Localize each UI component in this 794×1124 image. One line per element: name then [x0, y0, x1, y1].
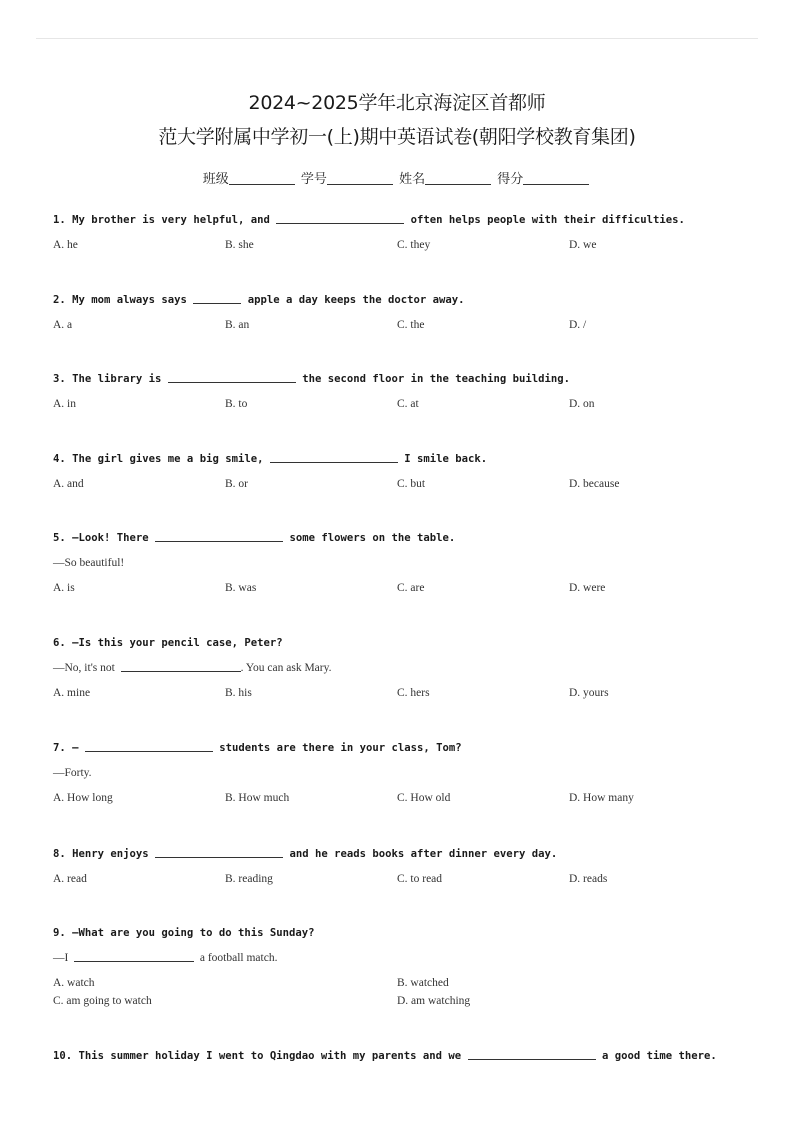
stem-text-after: the second floor in the teaching building.	[295, 373, 571, 385]
stem-text-before: 7. —	[53, 742, 85, 754]
stem-text-after: some flowers on the table.	[283, 532, 456, 544]
dialogue-reply	[53, 950, 764, 966]
question-stem	[53, 292, 764, 308]
stem-text-after: apple a day keeps the doctor away.	[241, 294, 465, 306]
question-stem: 9. —What are you going to do this Sunday?	[53, 927, 315, 939]
option-a[interactable]: A. How long	[53, 792, 113, 804]
question-2	[53, 292, 764, 333]
stem-text-after: and he reads books after dinner every day.	[283, 848, 558, 860]
options-grid	[53, 975, 764, 1011]
option-d[interactable]: D. were	[569, 582, 606, 594]
student-number-label: 学号	[300, 172, 327, 187]
option-c[interactable]: C. hers	[397, 687, 430, 699]
answer-blank[interactable]	[155, 847, 283, 858]
options-row	[53, 580, 764, 596]
question-stem	[53, 846, 764, 862]
option-b[interactable]: B. was	[225, 582, 257, 594]
answer-blank[interactable]	[85, 741, 213, 752]
option-a[interactable]: A. a	[53, 319, 73, 331]
option-a[interactable]: A. in	[53, 398, 76, 410]
stem-text-after: a good time there.	[595, 1050, 717, 1062]
answer-blank[interactable]	[121, 661, 241, 672]
option-c[interactable]: C. the	[397, 319, 425, 331]
exam-title-line-1: 2024~2025学年北京海淀区首都师	[248, 92, 546, 114]
score-blank[interactable]	[523, 172, 589, 185]
question-stem	[53, 212, 764, 228]
question-stem	[53, 530, 764, 546]
option-c[interactable]: C. at	[397, 398, 419, 410]
reply-text-before: —I	[53, 952, 75, 964]
stem-text-before: 4. The girl gives me a big smile,	[53, 453, 270, 465]
options-row	[53, 317, 764, 333]
question-5	[53, 530, 764, 596]
option-c[interactable]: C. How old	[397, 792, 451, 804]
question-stem: 6. —Is this your pencil case, Peter?	[53, 637, 283, 649]
answer-blank[interactable]	[270, 452, 398, 463]
option-c[interactable]: C. to read	[397, 873, 443, 885]
stem-text-after: students are there in your class, Tom?	[212, 742, 462, 754]
option-c[interactable]: C. but	[397, 478, 426, 490]
exam-title-line-2: 范大学附属中学初一(上)期中英语试卷(朝阳学校教育集团)	[158, 126, 636, 148]
answer-blank[interactable]	[168, 372, 296, 383]
stem-text-after: I smile back.	[397, 453, 488, 465]
class-blank[interactable]	[229, 172, 295, 185]
option-b[interactable]: B. to	[225, 398, 248, 410]
answer-blank[interactable]	[468, 1049, 596, 1060]
options-row	[53, 871, 764, 887]
dialogue-reply: —Forty.	[53, 767, 92, 779]
option-d[interactable]: D. because	[569, 478, 620, 490]
option-d[interactable]: D. on	[569, 398, 595, 410]
answer-blank[interactable]	[193, 293, 241, 304]
student-number-blank[interactable]	[327, 172, 393, 185]
option-a[interactable]: A. and	[53, 478, 84, 490]
reply-text-after: a football match.	[194, 952, 278, 964]
option-d[interactable]: D. reads	[569, 873, 608, 885]
student-info-row	[0, 168, 794, 187]
score-label: 得分	[497, 172, 524, 187]
stem-text-before: 2. My mom always says	[53, 294, 194, 306]
stem-text-after: often helps people with their difficulties.	[404, 214, 685, 226]
question-8	[53, 846, 764, 887]
option-a[interactable]: A. watch	[53, 977, 95, 989]
option-a[interactable]: A. he	[53, 239, 78, 251]
question-stem	[53, 371, 764, 387]
stem-text-before: 10. This summer holiday I went to Qingdao with my parents and we	[53, 1050, 468, 1062]
option-a[interactable]: A. mine	[53, 687, 91, 699]
options-row	[53, 685, 764, 701]
option-d[interactable]: D. /	[569, 319, 587, 331]
name-label: 姓名	[399, 172, 426, 187]
stem-text-before: 1. My brother is very helpful, and	[53, 214, 277, 226]
stem-text-before: 8. Henry enjoys	[53, 848, 156, 860]
options-row	[53, 396, 764, 412]
dialogue-reply: —So beautiful!	[53, 557, 125, 569]
reply-text-after: . You can ask Mary.	[240, 662, 332, 674]
name-blank[interactable]	[425, 172, 491, 185]
option-d[interactable]: D. am watching	[397, 995, 471, 1007]
options-row	[53, 790, 764, 806]
stem-text-before: 5. —Look! There	[53, 532, 156, 544]
top-rule	[36, 38, 758, 39]
option-b[interactable]: B. or	[225, 478, 248, 490]
question-7	[53, 740, 764, 806]
option-b[interactable]: B. reading	[225, 873, 273, 885]
option-c[interactable]: C. they	[397, 239, 431, 251]
class-label: 班级	[202, 172, 229, 187]
option-a[interactable]: A. read	[53, 873, 87, 885]
option-a[interactable]: A. is	[53, 582, 75, 594]
option-b[interactable]: B. How much	[225, 792, 290, 804]
question-3	[53, 371, 764, 412]
stem-text-before: 3. The library is	[53, 373, 168, 385]
question-9	[53, 925, 764, 1011]
question-4	[53, 451, 764, 492]
option-b[interactable]: B. his	[225, 687, 252, 699]
option-b[interactable]: B. an	[225, 319, 250, 331]
options-row	[53, 237, 764, 253]
question-stem	[53, 1048, 764, 1064]
reply-text-before: —No, it's not	[53, 662, 121, 674]
option-b[interactable]: B. watched	[397, 977, 449, 989]
answer-blank[interactable]	[155, 531, 283, 542]
answer-blank[interactable]	[276, 213, 404, 224]
option-c[interactable]: C. am going to watch	[53, 995, 152, 1007]
option-d[interactable]: D. we	[569, 239, 597, 251]
question-stem	[53, 451, 764, 467]
question-6	[53, 635, 764, 701]
option-d[interactable]: D. yours	[569, 687, 609, 699]
answer-blank[interactable]	[74, 951, 194, 962]
question-stem	[53, 740, 764, 756]
question-10	[53, 1048, 764, 1064]
option-b[interactable]: B. she	[225, 239, 254, 251]
options-row	[53, 476, 764, 492]
dialogue-reply	[53, 660, 764, 676]
option-d[interactable]: D. How many	[569, 792, 634, 804]
question-1	[53, 212, 764, 253]
option-c[interactable]: C. are	[397, 582, 425, 594]
